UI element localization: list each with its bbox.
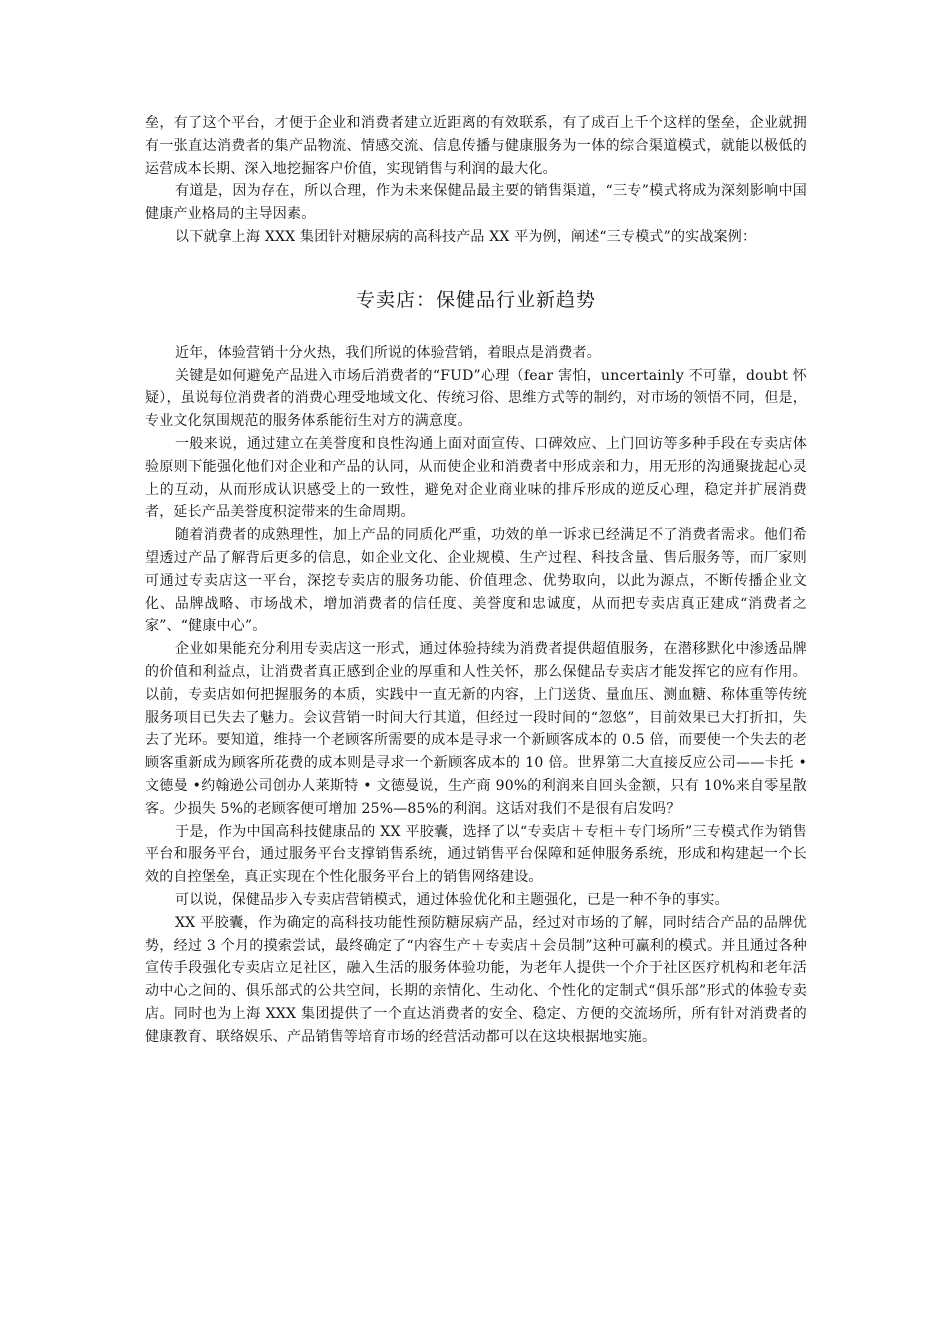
section-title: 专卖店：保健品行业新趋势 bbox=[355, 288, 596, 311]
document-page bbox=[145, 112, 807, 1048]
body-paragraph-1: 近年，体验营销十分火热，我们所说的体验营销，着眼点是消费者。 bbox=[175, 344, 601, 361]
intro-paragraph-2: 有道是，因为存在，所以合理，作为未来保健品最主要的销售渠道，“三专”模式将成为深刻影响中国健康产业格局的主导因素。 bbox=[145, 183, 807, 223]
body-paragraph-5: 企业如果能充分利用专卖店这一形式，通过体验持续为消费者提供超值服务，在潜移默化中渗透品牌的价值和利益点，让消费者真正感到企业的厚重和人性关怀，那么保健品专卖店才能发挥它的应有作用。以前，专卖店如何把握服务的本质，实践中一直无新的内容，上门送货、量血压、测血糖、称体重等传统服务项目已失去了魅力。会议营销一时间大行其道，但经过一段时间的“忽悠”，目前效果已大打折扣，失去了光环。要知道，维持一个老顾客所需要的成本是寻求一个新顾客成本的 0.5 倍，而要使一个失去的老顾客重新成为顾客所花费的成本则是寻求一个新顾客成本的 10 倍。世界第二大直接反应公司——卡托 •文德曼 •约翰逊公司创办人莱斯特 • 文德曼说，生产商 90%的利润来自回头金额，只有 10%来自零星散客。少损失 5%的老顾客便可增加 25%—85%的利润。这话对我们不是很有启发吗？ bbox=[145, 641, 807, 817]
intro-paragraph-3: 以下就拿上海 XXX 集团针对糖尿病的高科技产品 XX 平为例，阐述“三专模式”的实战案例： bbox=[175, 228, 757, 245]
body-paragraph-7: 可以说，保健品步入专卖店营销模式，通过体验优化和主题强化，已是一种不争的事实。 bbox=[175, 891, 729, 908]
body-paragraph-3: 一般来说，通过建立在美誉度和良性沟通上面对面宣传、口碑效应、上门回访等多种手段在专卖店体验原则下能强化他们对企业和产品的认同，从而使企业和消费者中形成亲和力，用无形的沟通聚拢起心灵上的互动，从而形成认识感受上的一致性，避免对企业商业味的排斥形成的逆反心理，稳定并扩展消费者，延长产品美誉度积淀带来的生命周期。 bbox=[145, 435, 807, 521]
body-paragraph-8: XX 平胶囊，作为确定的高科技功能性预防糖尿病产品，经过对市场的了解，同时结合产品的品牌优势，经过 3 个月的摸索尝试，最终确定了“内容生产＋专卖店＋会员制”这种可赢利的模式。并且通过各种宣传手段强化专卖店立足社区，融入生活的服务体验功能，为老年人提供一个介于社区医疗机构和老年活动中心之间的、俱乐部式的公共空间，长期的亲情化、生动化、个性化的定制式“俱乐部”形式的体验专卖店。同时也为上海 XXX 集团提供了一个直达消费者的安全、稳定、方便的交流场所，所有针对消费者的健康教育、联络娱乐、产品销售等培育市场的经营活动都可以在这块根据地实施。 bbox=[145, 914, 807, 1045]
body-paragraph-6: 于是，作为中国高科技健康品的 XX 平胶囊，选择了以“专卖店＋专柜＋专门场所”三专模式作为销售平台和服务平台，通过服务平台支撑销售系统，通过销售平台保障和延伸服务系统，形成和构建起一个长效的自控堡垒，真正实现在个性化服务平台上的销售网络建设。 bbox=[145, 823, 807, 886]
intro-paragraph-1: 垒，有了这个平台，才便于企业和消费者建立近距离的有效联系，有了成百上千个这样的堡垒，企业就拥有一张直达消费者的集产品物流、情感交流、信息传播与健康服务为一体的综合渠道模式，就能以极低的运营成本长期、深入地挖掘客户价值，实现销售与利润的最大化。 bbox=[145, 115, 807, 177]
body-paragraph-2: 关键是如何避免产品进入市场后消费者的“FUD”心理（fear 害怕，uncertainly 不可靠，doubt 怀疑），虽说每位消费者的消费心理受地域文化、传统习俗、思维方式等的制约，对市场的领悟不同，但是，专业文化氛围规范的服务体系能衍生对方的满意度。 bbox=[145, 367, 807, 430]
body-paragraph-4: 随着消费者的成熟理性，加上产品的同质化严重，功效的单一诉求已经满足不了消费者需求。他们希望透过产品了解背后更多的信息，如企业文化、企业规模、生产过程、科技含量、售后服务等，而厂家则可通过专卖店这一平台，深挖专卖店的服务功能、价值理念、优势取向，以此为源点，不断传播企业文化、品牌战略、市场战术，增加消费者的信任度、美誉度和忠诚度，从而把专卖店真正建成“消费者之家”、“健康中心”。 bbox=[145, 527, 807, 635]
